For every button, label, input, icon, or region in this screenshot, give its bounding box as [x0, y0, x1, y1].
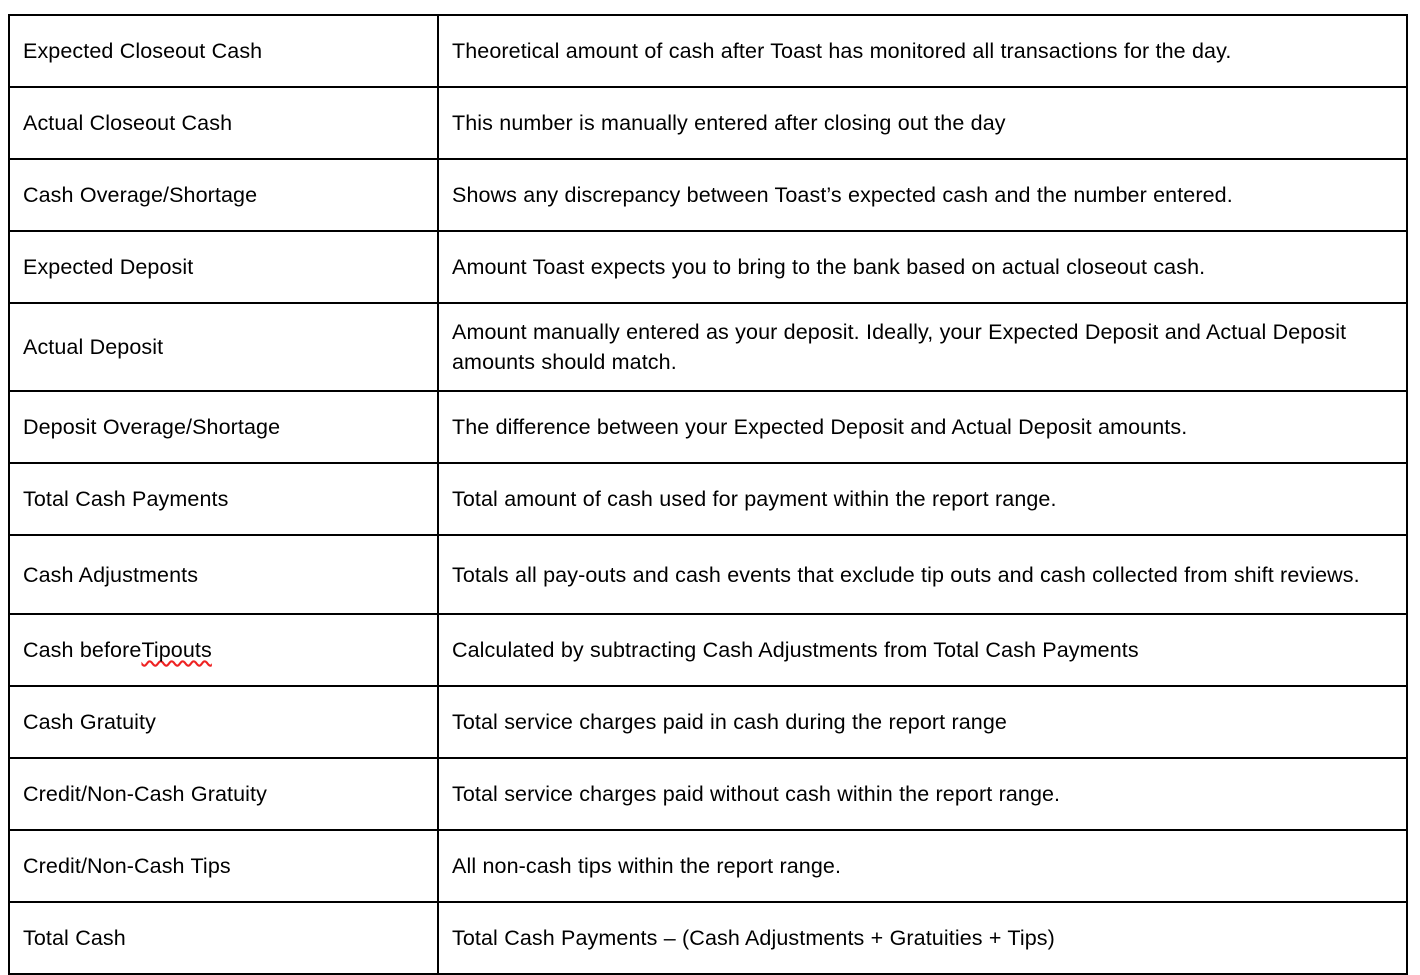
table-row — [9, 902, 1407, 974]
term-cell — [9, 15, 438, 87]
table-row — [9, 87, 1407, 159]
term-cell — [9, 231, 438, 303]
term-cell — [9, 303, 438, 391]
term-text: Actual Closeout Cash — [23, 111, 233, 135]
term-text-prefix: Cash before — [23, 638, 142, 662]
term-text: Deposit Overage/Shortage — [23, 415, 281, 439]
term-cell — [9, 463, 438, 535]
table-row — [9, 614, 1407, 686]
term-cell — [9, 830, 438, 902]
definition-cell — [438, 535, 1407, 614]
definition-text: Shows any discrepancy between Toast’s expected cash and the number entered. — [452, 183, 1233, 207]
term-cell — [9, 686, 438, 758]
definition-cell — [438, 902, 1407, 974]
term-cell — [9, 535, 438, 614]
definition-cell — [438, 686, 1407, 758]
table-row — [9, 758, 1407, 830]
table-row — [9, 303, 1407, 391]
term-cell — [9, 87, 438, 159]
definition-cell — [438, 231, 1407, 303]
table-body — [9, 15, 1407, 974]
definition-text: All non-cash tips within the report range. — [452, 854, 842, 878]
term-text: Cash Gratuity — [23, 710, 156, 734]
table-row — [9, 15, 1407, 87]
term-cell — [9, 391, 438, 463]
term-cell — [9, 758, 438, 830]
definition-text: Amount manually entered as your deposit. Ideally, your Expected Deposit and Actual Deposit amounts should match. — [452, 320, 1347, 374]
spellcheck-underline-word: Tipouts — [141, 638, 212, 662]
table-row — [9, 535, 1407, 614]
table-row — [9, 686, 1407, 758]
glossary-table — [8, 14, 1408, 975]
term-text: Credit/Non-Cash Tips — [23, 854, 231, 878]
term-text: Total Cash — [23, 926, 126, 950]
table-row — [9, 830, 1407, 902]
definition-text: The difference between your Expected Deposit and Actual Deposit amounts. — [452, 415, 1188, 439]
definition-cell — [438, 463, 1407, 535]
definition-text: This number is manually entered after closing out the day — [452, 111, 1006, 135]
definition-cell — [438, 758, 1407, 830]
term-text: Cash Adjustments — [23, 562, 199, 587]
definition-cell — [438, 303, 1407, 391]
term-cell — [9, 159, 438, 231]
definition-cell — [438, 87, 1407, 159]
definition-cell — [438, 15, 1407, 87]
definition-text: Calculated by subtracting Cash Adjustments from Total Cash Payments — [452, 638, 1139, 662]
definition-text: Amount Toast expects you to bring to the bank based on actual closeout cash. — [452, 255, 1206, 279]
table-row — [9, 231, 1407, 303]
definition-cell — [438, 391, 1407, 463]
term-text: Credit/Non-Cash Gratuity — [23, 782, 267, 806]
definition-text: Total Cash Payments – (Cash Adjustments + Gratuities + Tips) — [452, 926, 1055, 950]
table-row — [9, 159, 1407, 231]
term-text: Cash Overage/Shortage — [23, 183, 258, 207]
definition-cell — [438, 159, 1407, 231]
term-cell — [9, 902, 438, 974]
term-text: Actual Deposit — [23, 335, 164, 359]
term-cell — [9, 614, 438, 686]
definition-text: Total service charges paid in cash during the report range — [452, 710, 1007, 734]
term-text: Total Cash Payments — [23, 487, 229, 511]
table-row — [9, 391, 1407, 463]
table-row — [9, 463, 1407, 535]
definition-cell — [438, 830, 1407, 902]
definition-text: Total amount of cash used for payment within the report range. — [452, 487, 1057, 511]
definition-cell — [438, 614, 1407, 686]
definition-text: Total service charges paid without cash within the report range. — [452, 782, 1061, 806]
definition-text: Totals all pay-outs and cash events that exclude tip outs and cash collected from shift reviews. — [452, 562, 1360, 587]
definition-text: Theoretical amount of cash after Toast has monitored all transactions for the day. — [452, 39, 1232, 63]
term-text: Expected Deposit — [23, 255, 194, 279]
term-text: Expected Closeout Cash — [23, 39, 263, 63]
term-text — [10, 615, 437, 685]
